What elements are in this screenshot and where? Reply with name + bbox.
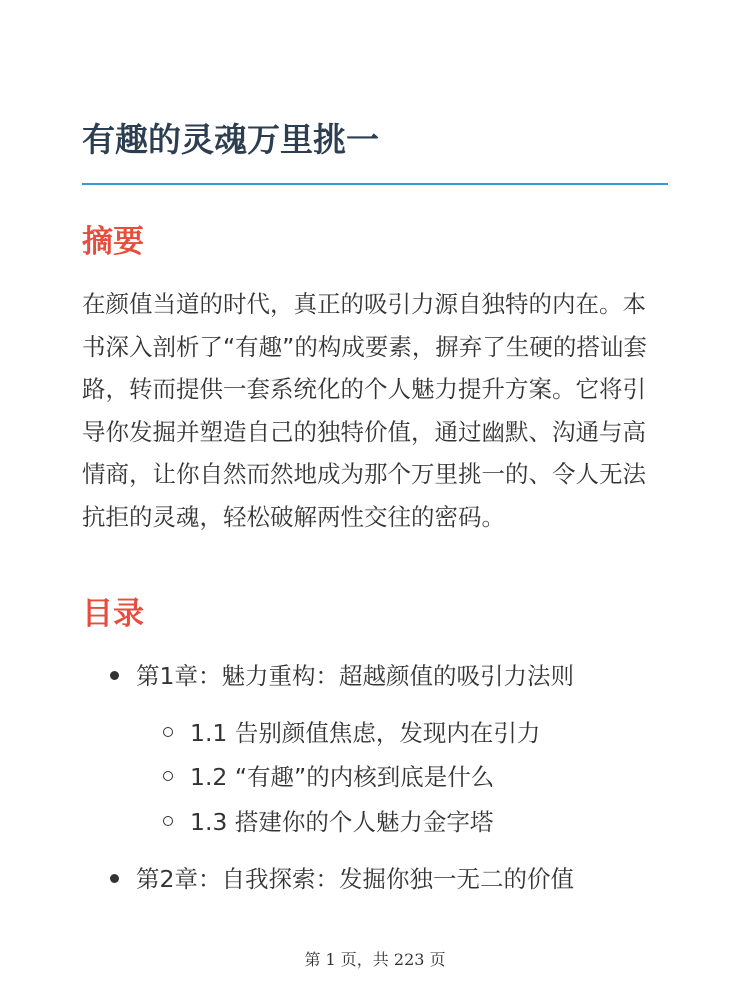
toc-chapter-1[interactable] xyxy=(82,656,668,696)
toc-section-1-2[interactable] xyxy=(82,757,668,797)
toc-heading: 目录 xyxy=(82,596,144,632)
title-divider xyxy=(82,183,668,185)
abstract-heading: 摘要 xyxy=(82,224,144,260)
toc-item-label: 第1章：魅力重构：超越颜值的吸引力法则 xyxy=(136,662,574,690)
abstract-paragraph: 在颜值当道的时代，真正的吸引力源自独特的内在。本书深入剖析了“有趣”的构成要素，摒弃了生硬的搭讪套路，转而提供一套系统化的个人魅力提升方案。它将引导你发掘并塑造自己的独特价值，通过幽默、沟通与高情商，让你自然而然地成为那个万里挑一的、令人无法抗拒的灵魂，轻松破解两性交往的密码。 xyxy=(82,290,647,531)
toc-section-1-3[interactable] xyxy=(82,802,668,842)
bullet-disc-icon xyxy=(110,671,119,680)
toc-item-label: 第2章：自我探索：发掘你独一无二的价值 xyxy=(136,865,574,893)
bullet-circle-icon xyxy=(163,771,173,781)
toc-item-label: 1.2 “有趣”的内核到底是什么 xyxy=(190,763,495,791)
toc-section-1-1[interactable] xyxy=(82,713,668,753)
toc-item-label: 1.3 搭建你的个人魅力金字塔 xyxy=(190,808,494,836)
bullet-disc-icon xyxy=(110,874,119,883)
toc-chapter-2[interactable] xyxy=(82,859,668,899)
bullet-circle-icon xyxy=(163,816,173,826)
bullet-circle-icon xyxy=(163,727,173,737)
document-page xyxy=(82,0,668,1000)
toc-item-label: 1.1 告别颜值焦虑，发现内在引力 xyxy=(190,719,541,747)
document-title: 有趣的灵魂万里挑一 xyxy=(82,120,379,159)
page-footer: 第 1 页，共 223 页 xyxy=(304,950,446,969)
